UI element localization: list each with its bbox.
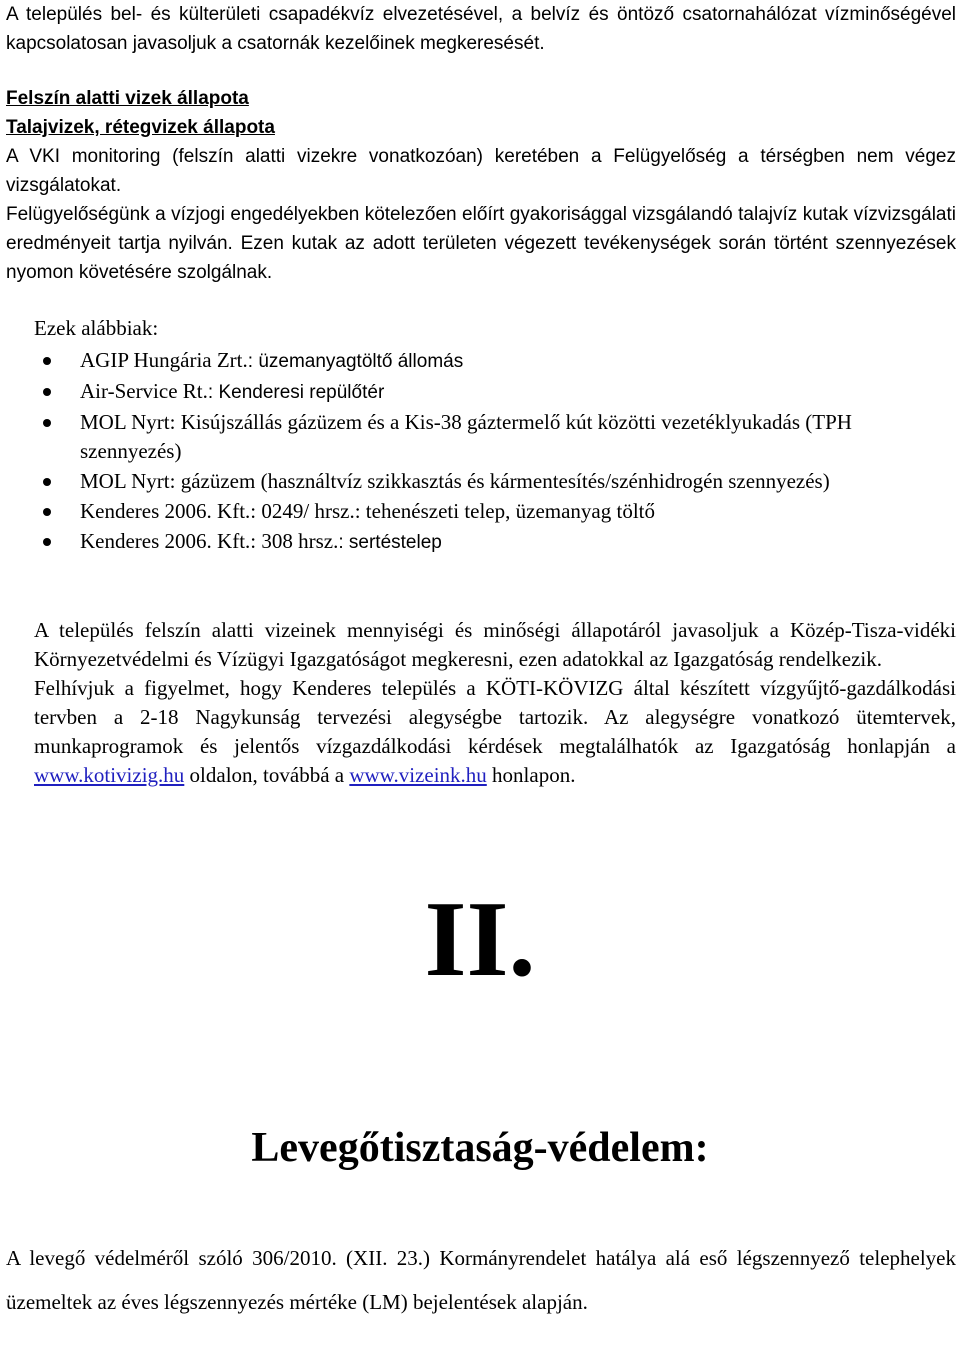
section-title: Felszín alatti vizek állapota — [6, 88, 249, 109]
bullet-icon — [43, 508, 51, 516]
bullet-icon — [43, 388, 51, 396]
wells-list-intro: Ezek alábbiak: — [34, 316, 159, 340]
list-item — [34, 467, 956, 496]
list-item-detail: : sertéstelep — [338, 532, 442, 553]
list-item — [34, 527, 956, 557]
wells-paragraph: Felügyelőségünk a vízjogi engedélyekben kötelezően előírt gyakorisággal vizsgálandó talajvíz kutak vízvizsgálati eredményeit tartja nyilván. Ezen kutak az adott területen végezett tevékenységek során történt szennyezések nyomon követésére szolgálnak. — [6, 204, 956, 283]
bullet-icon — [43, 419, 51, 427]
recommendation-section — [34, 616, 956, 790]
air-paragraph: A levegő védelméről szóló 306/2010. (XII. 23.) Kormányrendelet hatálya alá eső légszennyező telephelyek üzemeltek az éves légszennyezés mértéke (LM) bejelentések alapján. — [6, 1246, 956, 1314]
list-item-company: AGIP Hungária Zrt. — [80, 348, 248, 372]
groundwater-section — [6, 84, 956, 287]
recommendation-paragraph: A település felszín alatti vizeinek mennyiségi és minőségi állapotáról javasoljuk a Közép-Tisza-vidéki Környezetvédelmi és Vízügyi Igazgatóságot megkeresni, ezen adatokkal az Igazgatóság rendelkezik. — [34, 618, 956, 671]
plan-text-middle: oldalon, továbbá a — [184, 763, 350, 787]
plan-text-end: honlapon. — [486, 763, 576, 787]
wells-list — [34, 346, 956, 557]
plan-text-start: Felhívjuk a figyelmet, hogy Kenderes település a KÖTI-KÖVIZG által készített vízgyűjtő-gazdálkodási tervben a 2-18 Nagykunság tervezési alegységbe tartozik. Az alegységre vonatkozó ütemtervek, munkaprogramok és jelentős vízgazdálkodási kérdések megtalálhatók az Igazgatóság honlapján a — [34, 676, 956, 758]
bullet-icon — [43, 478, 51, 486]
list-item-detail: : tehenészeti telep, üzemanyag töltő — [354, 499, 655, 523]
list-item — [34, 497, 956, 526]
plan-paragraph — [34, 674, 956, 790]
list-item — [34, 408, 956, 466]
monitoring-paragraph: A VKI monitoring (felszín alatti vizekre vonatkozóan) keretében a Felügyelőség a térségben nem végez vizsgálatokat. — [6, 146, 956, 196]
vizeink-link[interactable]: www.vizeink.hu — [349, 763, 487, 787]
bullet-icon — [43, 357, 51, 365]
chapter-number: II. — [424, 880, 536, 999]
list-item-company: MOL Nyrt: gázüzem (használtvíz szikkasztás és kármentesítés/szénhidrogén szennyezés) — [80, 469, 830, 493]
section-subtitle: Talajvizek, rétegvizek állapota — [6, 117, 275, 138]
kotivizig-link[interactable]: www.kotivizig.hu — [34, 763, 185, 787]
list-item-company: Kenderes 2006. Kft.: 0249/ hrsz. — [80, 499, 355, 523]
list-item — [34, 346, 956, 376]
list-item — [34, 377, 956, 407]
list-item-company: MOL Nyrt: Kisújszállás gázüzem és a Kis-38 gáztermelő kút közötti vezetéklyukadás (TPH szennyezés) — [80, 410, 852, 463]
list-item-company: Air-Service Rt. — [80, 379, 208, 403]
list-item-company: Kenderes 2006. Kft.: 308 hrsz. — [80, 529, 339, 553]
bullet-icon — [43, 538, 51, 546]
chapter-heading: Levegőtisztaság-védelem: — [251, 1125, 709, 1171]
list-item-detail: : üzemanyagtöltő állomás — [247, 351, 464, 372]
list-item-detail: : Kenderesi repülőtér — [207, 382, 385, 403]
intro-paragraph: A település bel- és külterületi csapadékvíz elvezetésével, a belvíz és öntöző csatornahálózat vízminőségével kapcsolatosan javasoljuk a csatornák kezelőinek megkeresését. — [6, 4, 956, 54]
wells-list-section — [34, 314, 956, 558]
